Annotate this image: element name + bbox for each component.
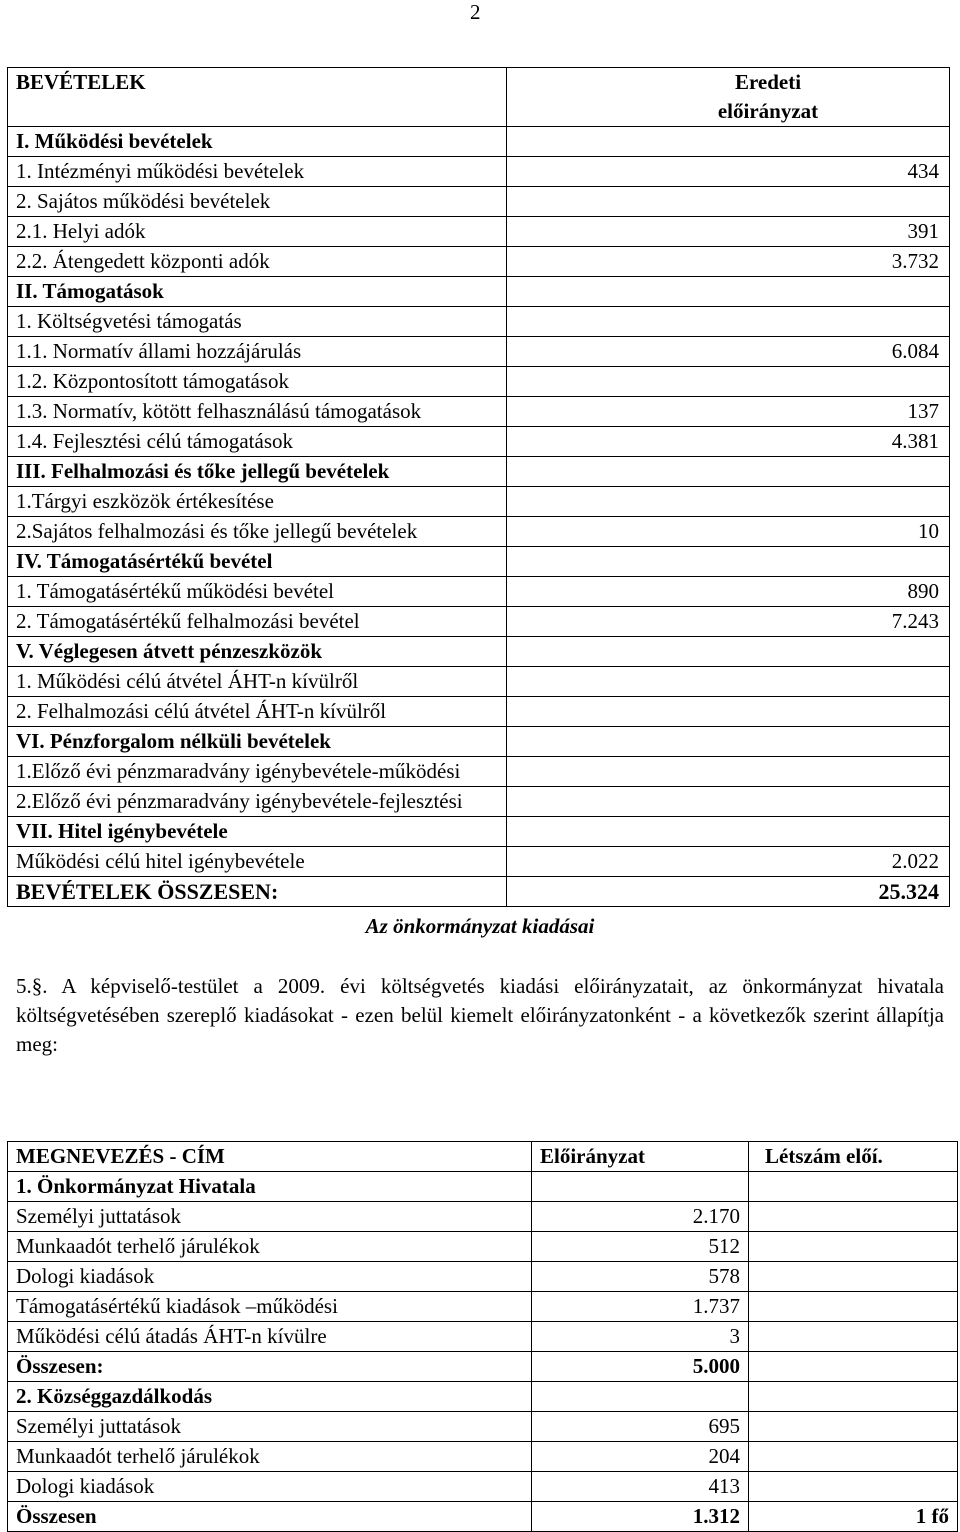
revenue-value — [507, 307, 950, 337]
revenue-table — [7, 67, 950, 907]
revenue-label: 1. Költségvetési támogatás — [8, 307, 507, 337]
revenue-row — [8, 727, 950, 757]
revenue-value — [507, 667, 950, 697]
revenue-label: V. Véglegesen átvett pénzeszközök — [8, 637, 507, 667]
revenue-label: 2.Sajátos felhalmozási és tőke jellegű bevételek — [8, 517, 507, 547]
revenue-value — [507, 727, 950, 757]
expense-header-row — [8, 1142, 958, 1172]
revenue-row — [8, 157, 950, 187]
expense-row — [8, 1502, 958, 1532]
expense-amount: 1.737 — [532, 1292, 749, 1322]
revenue-label: 1.Tárgyi eszközök értékesítése — [8, 487, 507, 517]
expense-row — [8, 1202, 958, 1232]
revenue-total-label: BEVÉTELEK ÖSSZESEN: — [8, 877, 507, 907]
revenue-row — [8, 667, 950, 697]
expense-row — [8, 1262, 958, 1292]
revenue-value — [507, 367, 950, 397]
column-header-line1: Eredeti — [734, 70, 802, 94]
expense-row — [8, 1382, 958, 1412]
revenue-value: 6.084 — [507, 337, 950, 367]
expense-staff — [749, 1382, 958, 1412]
header-appropriation: Előirányzat — [532, 1142, 749, 1172]
revenue-label: 1.3. Normatív, kötött felhasználású támogatások — [8, 397, 507, 427]
revenue-label: VII. Hitel igénybevétele — [8, 817, 507, 847]
revenue-label: 1. Intézményi működési bevételek — [8, 157, 507, 187]
revenue-label: 2.1. Helyi adók — [8, 217, 507, 247]
revenue-value — [507, 547, 950, 577]
expense-row — [8, 1232, 958, 1262]
revenue-total-row — [8, 877, 950, 907]
revenue-value — [507, 697, 950, 727]
revenue-row — [8, 187, 950, 217]
revenue-label: 1.4. Fejlesztési célú támogatások — [8, 427, 507, 457]
expense-name: Dologi kiadások — [8, 1262, 532, 1292]
revenue-row — [8, 757, 950, 787]
revenue-label: IV. Támogatásértékű bevétel — [8, 547, 507, 577]
expense-amount: 1.312 — [532, 1502, 749, 1532]
expense-amount: 204 — [532, 1442, 749, 1472]
revenue-row — [8, 337, 950, 367]
revenue-value: 4.381 — [507, 427, 950, 457]
revenue-value: 3.732 — [507, 247, 950, 277]
expense-name: Összesen — [8, 1502, 532, 1532]
expense-name: Dologi kiadások — [8, 1472, 532, 1502]
revenue-row — [8, 577, 950, 607]
expense-staff — [749, 1352, 958, 1382]
expense-name: Működési célú átadás ÁHT-n kívülre — [8, 1322, 532, 1352]
revenue-row — [8, 547, 950, 577]
revenue-value — [507, 127, 950, 157]
expense-row — [8, 1472, 958, 1502]
expense-staff — [749, 1442, 958, 1472]
revenue-row — [8, 637, 950, 667]
revenue-row — [8, 427, 950, 457]
revenue-value — [507, 277, 950, 307]
revenue-label: VI. Pénzforgalom nélküli bevételek — [8, 727, 507, 757]
revenue-row — [8, 277, 950, 307]
expense-amount: 413 — [532, 1472, 749, 1502]
header-staff: Létszám előí. — [749, 1142, 958, 1172]
revenue-value: 2.022 — [507, 847, 950, 877]
revenue-label: 2.Előző évi pénzmaradvány igénybevétele-fejlesztési — [8, 787, 507, 817]
expense-staff: 1 fő — [749, 1502, 958, 1532]
expense-staff — [749, 1412, 958, 1442]
revenue-row — [8, 217, 950, 247]
expense-amount — [532, 1382, 749, 1412]
column-header-line2: előirányzat — [717, 99, 819, 123]
revenue-value — [507, 457, 950, 487]
expense-amount: 5.000 — [532, 1352, 749, 1382]
expense-row — [8, 1172, 958, 1202]
revenue-label: I. Működési bevételek — [8, 127, 507, 157]
expense-name: 2. Községgazdálkodás — [8, 1382, 532, 1412]
expense-row — [8, 1322, 958, 1352]
expense-staff — [749, 1232, 958, 1262]
expense-row — [8, 1352, 958, 1382]
expense-amount: 695 — [532, 1412, 749, 1442]
revenue-value: 890 — [507, 577, 950, 607]
revenue-row — [8, 817, 950, 847]
column-header-original-appropriation — [507, 68, 950, 127]
revenue-row — [8, 787, 950, 817]
revenue-row — [8, 607, 950, 637]
revenue-value — [507, 637, 950, 667]
revenue-total-value: 25.324 — [507, 877, 950, 907]
page-number: 2 — [470, 0, 481, 24]
expense-name: Munkaadót terhelő járulékok — [8, 1442, 532, 1472]
expense-amount: 578 — [532, 1262, 749, 1292]
expense-row — [8, 1442, 958, 1472]
expense-row — [8, 1292, 958, 1322]
expense-amount: 512 — [532, 1232, 749, 1262]
revenue-value: 7.243 — [507, 607, 950, 637]
revenue-header-row — [8, 68, 950, 127]
header-name: MEGNEVEZÉS - CÍM — [8, 1142, 532, 1172]
expense-name: Összesen: — [8, 1352, 532, 1382]
expense-name: Személyi juttatások — [8, 1412, 532, 1442]
revenue-label: 1.Előző évi pénzmaradvány igénybevétele-működési — [8, 757, 507, 787]
revenue-label: 1. Támogatásértékű működési bevétel — [8, 577, 507, 607]
revenue-label: 2. Sajátos működési bevételek — [8, 187, 507, 217]
section-title: Az önkormányzat kiadásai — [365, 914, 595, 938]
expense-amount — [532, 1172, 749, 1202]
expense-table — [7, 1141, 958, 1532]
revenue-row — [8, 517, 950, 547]
expense-row — [8, 1412, 958, 1442]
revenue-row — [8, 367, 950, 397]
expense-name: 1. Önkormányzat Hivatala — [8, 1172, 532, 1202]
expense-staff — [749, 1172, 958, 1202]
revenue-row — [8, 397, 950, 427]
expense-name: Támogatásértékű kiadások –működési — [8, 1292, 532, 1322]
revenue-row — [8, 487, 950, 517]
revenue-label: 2.2. Átengedett központi adók — [8, 247, 507, 277]
expense-staff — [749, 1262, 958, 1292]
expense-name: Munkaadót terhelő járulékok — [8, 1232, 532, 1262]
revenue-label: II. Támogatások — [8, 277, 507, 307]
revenue-value: 10 — [507, 517, 950, 547]
expense-staff — [749, 1322, 958, 1352]
expense-amount: 2.170 — [532, 1202, 749, 1232]
revenue-value: 434 — [507, 157, 950, 187]
revenue-label: 1. Működési célú átvétel ÁHT-n kívülről — [8, 667, 507, 697]
revenue-title: BEVÉTELEK — [8, 68, 507, 127]
expense-name: Személyi juttatások — [8, 1202, 532, 1232]
revenue-label: III. Felhalmozási és tőke jellegű bevételek — [8, 457, 507, 487]
expense-staff — [749, 1292, 958, 1322]
revenue-label: 2. Felhalmozási célú átvétel ÁHT-n kívülről — [8, 697, 507, 727]
revenue-value — [507, 757, 950, 787]
revenue-row — [8, 847, 950, 877]
expense-staff — [749, 1202, 958, 1232]
paragraph: 5.§. A képviselő-testület a 2009. évi költségvetés kiadási előirányzatait, az önkormányzat hivatala költségvetésében szereplő kiadásokat - ezen belül kiemelt előirányzatonként - a következők szerint állapítja meg: — [16, 974, 944, 1056]
expense-amount: 3 — [532, 1322, 749, 1352]
revenue-row — [8, 457, 950, 487]
revenue-value — [507, 817, 950, 847]
revenue-row — [8, 127, 950, 157]
revenue-row — [8, 247, 950, 277]
revenue-value — [507, 487, 950, 517]
revenue-label: 1.1. Normatív állami hozzájárulás — [8, 337, 507, 367]
revenue-value: 391 — [507, 217, 950, 247]
revenue-label: 1.2. Központosított támogatások — [8, 367, 507, 397]
expense-staff — [749, 1472, 958, 1502]
revenue-value — [507, 787, 950, 817]
revenue-label: 2. Támogatásértékű felhalmozási bevétel — [8, 607, 507, 637]
revenue-row — [8, 697, 950, 727]
revenue-row — [8, 307, 950, 337]
revenue-label: Működési célú hitel igénybevétele — [8, 847, 507, 877]
revenue-value — [507, 187, 950, 217]
revenue-value: 137 — [507, 397, 950, 427]
